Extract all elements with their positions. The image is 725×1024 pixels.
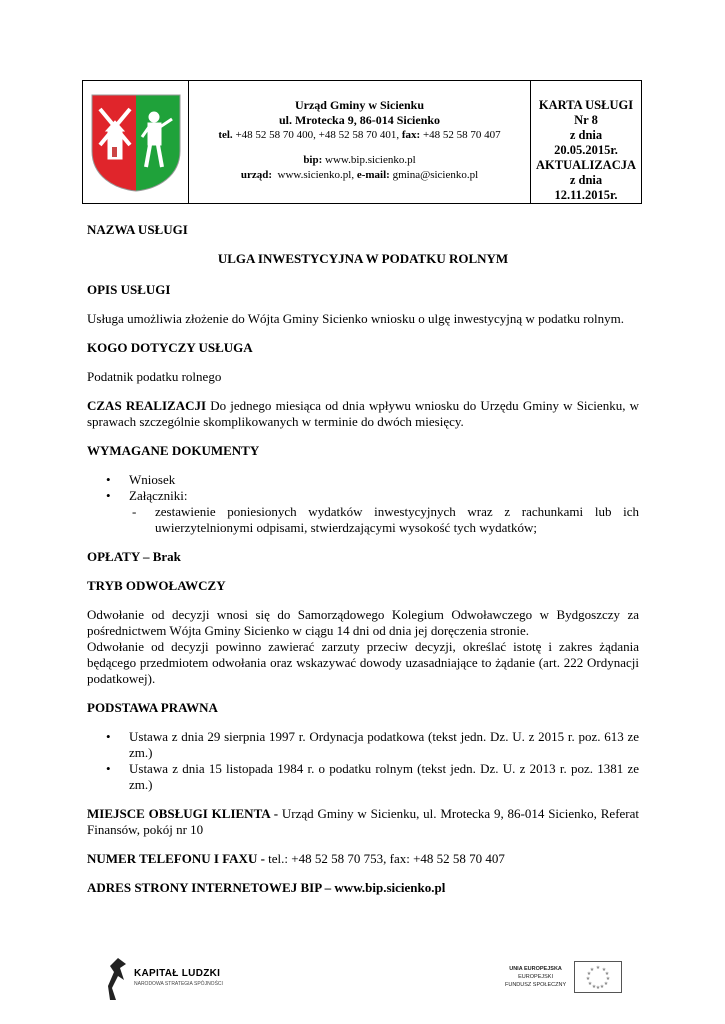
svg-text:★: ★ [605,976,611,982]
list-item-text: Ustawa z dnia 29 sierpnia 1997 r. Ordynacja podatkowa (tekst jedn. Dz. U. z 2015 r. poz. 613 ze zm.) [129,729,639,760]
urzad-label: urząd: [240,169,272,181]
email-label: e-mail: [356,169,390,181]
svg-text:★: ★ [595,965,601,971]
docs-sublist [87,504,639,536]
list-item [87,761,639,793]
coat-of-arms-icon [88,91,184,193]
svg-text:★: ★ [604,971,610,977]
document-body [87,222,639,896]
list-item [87,472,639,488]
phone-text: tel.: +48 52 58 70 753, fax: +48 52 58 70 407 [264,851,505,866]
office-info-cell [189,81,531,203]
crest-cell [83,81,189,203]
desc-heading: OPIS USŁUGI [87,282,171,297]
list-item [87,488,639,504]
kapital-ludzki-figure-icon [108,958,128,1000]
time-heading: CZAS REALIZACJI [87,398,207,413]
card-line: Nr 8 [574,113,598,127]
tel-label: tel. [218,129,233,141]
place-paragraph [87,806,639,838]
who-text: Podatnik podatku rolnego [87,369,222,384]
appeal-text-2: Odwołanie od decyzji powinno zawierać zarzuty przeciw decyzji, określać istotę i zakres żądania będącego przedmiotem odwołania oraz wskazywać dowody uzasadniające to żądanie (art. 222 Ordynacji podatkowej). [87,639,639,686]
svg-text:★: ★ [587,981,593,987]
legal-heading: PODSTAWA PRAWNA [87,700,218,715]
eu-flag-icon [574,961,622,993]
fax-label: fax: [401,129,421,141]
bip-link[interactable]: www.bip.sicienko.pl [325,154,416,166]
svg-text:★: ★ [603,981,609,987]
phone-paragraph [87,851,639,867]
bip-label: bip: [303,154,323,166]
svg-text:★: ★ [585,976,591,982]
urzad-link[interactable]: www.sicienko.pl, [277,169,355,181]
phone-heading: NUMER TELEFONU I FAXU - [87,851,265,866]
fees-heading: OPŁATY – Brak [87,549,181,564]
card-line: z dnia [569,173,603,187]
eu-line: UNIA EUROPEJSKA [509,966,562,972]
appeal-text-1: Odwołanie od decyzji wnosi się do Samorządowego Kolegium Odwoławczego w Bydgoszczy za pośrednictwem Wójta Gminy Sicienko w ciągu 14 dni od dnia jej doręczenia stronie. [87,607,639,638]
web-line [189,168,530,183]
header-table [82,80,642,204]
eu-text [505,965,566,989]
kl-text [134,969,223,989]
time-paragraph [87,398,639,430]
legal-list [87,729,639,793]
kapital-ludzki-logo [108,958,223,1000]
svg-text:★: ★ [589,967,595,973]
footer-logos [0,955,725,1005]
who-heading: KOGO DOTYCZY USŁUGA [87,340,253,355]
tel-value: +48 52 58 70 400, +48 52 58 70 401, [235,129,400,141]
svg-text:★: ★ [599,984,605,990]
list-item-text: zestawienie poniesionych wydatków inwestycyjnych wraz z rachunkami lub ich uwierzytelnionymi odpisami, stwierdzającymi wysokość tych wydatków; [155,504,639,535]
card-line: 12.11.2015r. [554,188,618,202]
eu-logo [505,961,622,993]
bullet-icon: • [106,488,111,503]
docs-heading: WYMAGANE DOKUMENTY [87,443,260,458]
docs-list [87,472,639,504]
card-line: 20.05.2015r. [554,143,618,157]
desc-text: Usługa umożliwia złożenie do Wójta Gminy Sicienko wniosku o ulgę inwestycyjną w podatku rolnym. [87,311,624,326]
list-item [87,504,639,536]
svg-text:★: ★ [591,984,597,990]
card-line: KARTA USŁUGI [538,98,634,112]
bullet-icon: • [106,472,111,487]
svg-text:★: ★ [595,985,601,991]
fax-value: +48 52 58 70 407 [422,129,501,141]
svg-text:★: ★ [601,967,607,973]
svg-text:★: ★ [586,971,592,977]
card-info-cell [531,81,641,203]
office-name: Urząd Gminy w Sicienku [294,98,424,112]
service-name: ULGA INWESTYCYJNA W PODATKU ROLNYM [217,251,509,266]
time-text: Do jednego miesiąca od dnia wpływu wniosku do Urzędu Gminy w Sicienku, w sprawach szczególnie skomplikowanych w terminie do dwóch miesięcy. [87,398,639,429]
list-item [87,729,639,761]
eu-stars-icon [575,962,621,992]
bullet-icon: • [106,761,111,776]
eu-line: EUROPEJSKI [518,974,553,980]
kl-subtitle: NARODOWA STRATEGIA SPÓJNOŚCI [134,981,223,987]
card-line: AKTUALIZACJA [535,158,636,172]
name-heading: NAZWA USŁUGI [87,222,188,237]
dash-icon: - [132,504,137,519]
contact-line [189,128,530,143]
list-item-text: Załączniki: [129,488,188,503]
appeal-heading: TRYB ODWOŁAWCZY [87,578,226,593]
place-text: Urząd Gminy w Sicienku, ul. Mrotecka 9, 86-014 Sicienko, Referat Finansów, pokój nr 10 [87,806,640,837]
eu-line: FUNDUSZ SPOŁECZNY [505,982,567,988]
bullet-icon: • [106,729,111,744]
place-heading: MIEJSCE OBSŁUGI KLIENTA - [87,806,279,821]
office-address: ul. Mrotecka 9, 86-014 Sicienko [278,113,441,127]
bip-line [189,153,530,168]
bip-address-line: ADRES STRONY INTERNETOWEJ BIP – www.bip.sicienko.pl [87,880,446,895]
card-line: z dnia [569,128,603,142]
email-link[interactable]: gmina@sicienko.pl [392,169,479,181]
list-item-text: Wniosek [129,472,176,487]
kl-title: KAPITAŁ LUDZKI [134,968,221,979]
list-item-text: Ustawa z dnia 15 listopada 1984 r. o podatku rolnym (tekst jedn. Dz. U. z 2013 r. poz. 1381 ze zm.) [129,761,639,792]
